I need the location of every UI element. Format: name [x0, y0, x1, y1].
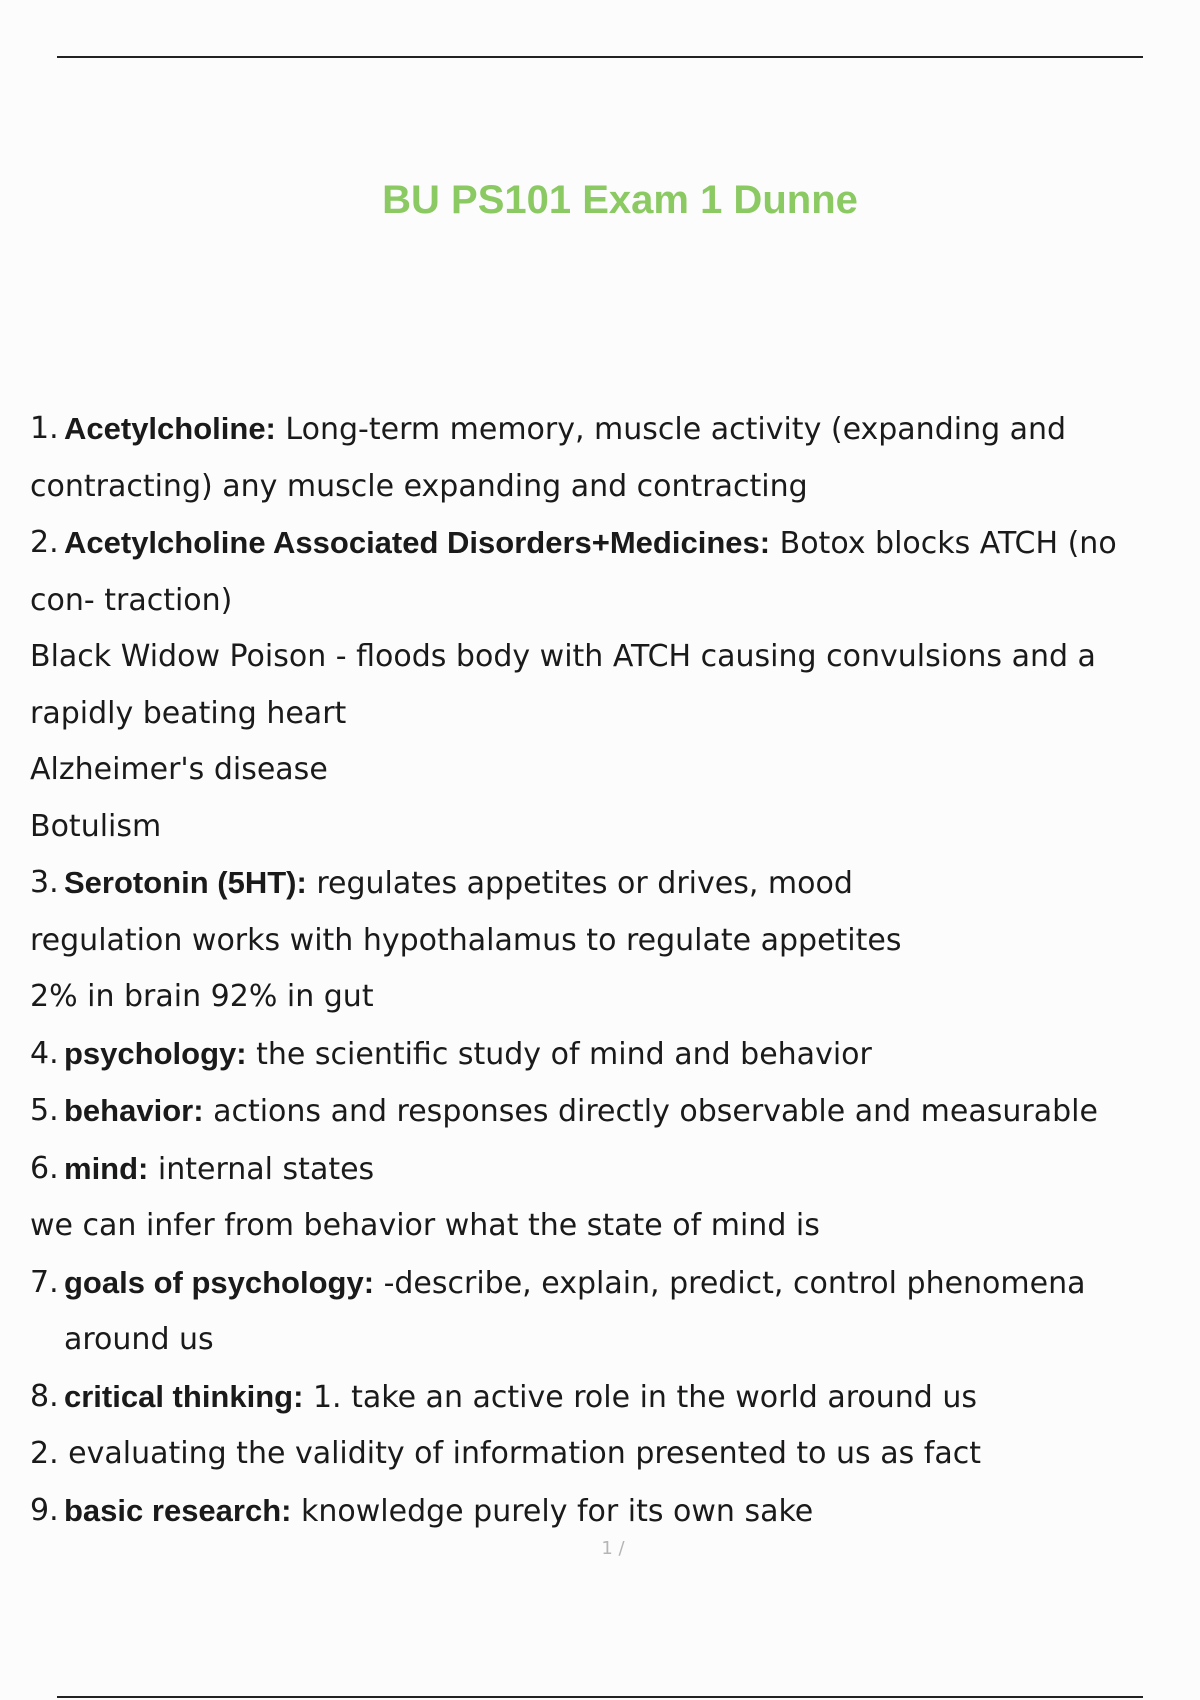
item-number: 4.: [30, 1035, 59, 1071]
item-number: 1.: [30, 411, 59, 446]
item-continuation: 2. evaluating the validity of information presented to us as fact: [30, 1436, 981, 1471]
item-definition: 1. take an active role in the world around us: [303, 1379, 978, 1415]
item-continuation: Botulism: [30, 808, 162, 844]
item-continuation: regulation works with hypothalamus to regulate appetites: [30, 922, 902, 958]
list-item: [30, 1255, 1190, 1369]
item-number: 6.: [30, 1150, 59, 1186]
item-term: psychology:: [64, 1035, 247, 1071]
item-definition: -describe, explain, predict, control phenomena: [374, 1265, 1086, 1301]
list-item: [30, 1026, 1190, 1084]
item-term: goals of psychology:: [64, 1264, 375, 1300]
bottom-rule: [57, 1696, 1143, 1698]
item-term: Acetylcholine:: [64, 411, 276, 446]
item-continuation: Alzheimer's disease: [30, 752, 328, 787]
item-continuation: rapidly beating heart: [30, 695, 347, 731]
item-number: 8.: [30, 1378, 59, 1414]
item-definition-wrap: around us: [64, 1322, 214, 1357]
item-number: 3.: [30, 865, 59, 900]
document-title: BU PS101 Exam 1 Dunne: [382, 178, 858, 222]
item-continuation: we can infer from behavior what the state of mind is: [30, 1208, 820, 1243]
list-item: [30, 515, 1190, 573]
item-continuation: con- traction): [30, 582, 233, 618]
item-definition: internal states: [148, 1151, 375, 1187]
item-term: critical thinking:: [64, 1378, 304, 1414]
item-term: Serotonin (5HT):: [64, 865, 307, 900]
item-definition: actions and responses directly observable and measurable: [203, 1094, 1098, 1129]
item-definition: Long-term memory, muscle activity (expanding and: [275, 412, 1067, 447]
item-term: Acetylcholine Associated Disorders+Medicines:: [64, 525, 771, 560]
item-number: 7.: [30, 1264, 59, 1300]
item-term: basic research:: [64, 1492, 292, 1528]
top-rule: [57, 56, 1143, 58]
page-number: 1 /: [601, 1538, 625, 1559]
list-item: [30, 1083, 1190, 1141]
list-item: [30, 1141, 1190, 1199]
item-number: 5.: [30, 1093, 59, 1128]
list-item: [30, 401, 1190, 459]
item-definition: the scientific study of mind and behavior: [246, 1036, 872, 1072]
item-definition: Botox blocks ATCH (no: [770, 526, 1117, 561]
item-continuation: 2% in brain 92% in gut: [30, 979, 374, 1014]
flashcard-list: [30, 401, 1190, 1540]
list-item: [30, 855, 1190, 913]
list-item: [30, 1369, 1190, 1427]
list-item: [30, 1483, 1190, 1541]
item-term: behavior:: [64, 1093, 204, 1128]
item-number: 9.: [30, 1492, 59, 1528]
item-definition: regulates appetites or drives, mood: [306, 866, 853, 901]
item-term: mind:: [64, 1150, 149, 1186]
item-definition: knowledge purely for its own sake: [291, 1493, 814, 1529]
item-continuation: Black Widow Poison - floods body with ATCH causing convulsions and a: [30, 639, 1096, 674]
item-number: 2.: [30, 525, 59, 560]
item-continuation: contracting) any muscle expanding and contracting: [30, 468, 808, 504]
